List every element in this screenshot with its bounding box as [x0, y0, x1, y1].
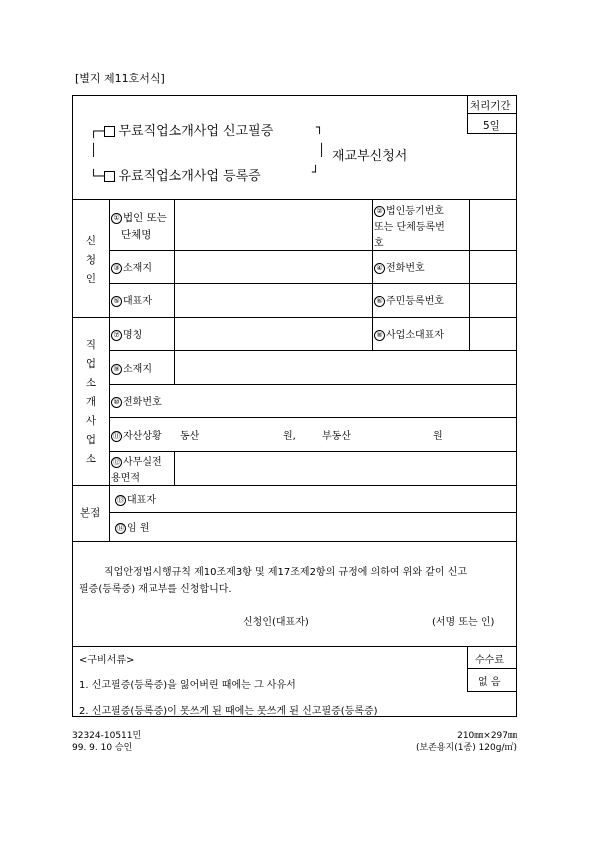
title-option-free: ┌─ 무료직업소개사업 신고필증: [90, 124, 274, 139]
registration-number-label: ② 법인등기번호: [374, 202, 444, 217]
office-name-label: ⑦ 명칭: [111, 326, 142, 341]
office-head-label: ⑧ 사업소대표자: [374, 326, 444, 341]
office-area-label: ⑫ 사무실전: [113, 457, 162, 468]
divider: [467, 133, 517, 134]
required-doc-1: 1. 신고필증(등록증)을 잃어버린 때에는 그 사유서: [79, 680, 296, 691]
checkbox-free[interactable]: [104, 126, 115, 137]
statement-line1: 직업안정법시행규칙 제10조제3항 및 제17조제2항의 규정에 의하여 위와 같이 신고: [104, 567, 468, 578]
title-option-paid: └─ 유료직업소개사업 등록증: [90, 169, 261, 184]
immovable-assets: 부동산: [322, 431, 351, 442]
divider: [72, 541, 517, 542]
office-address-label: ⑨ 소재지: [111, 360, 152, 375]
assets-label: ⑪ 자산상황: [113, 431, 162, 442]
form-code: 32324-10511민: [72, 731, 142, 741]
won-unit: 원,: [283, 431, 296, 442]
divider: [109, 350, 517, 351]
divider: [72, 485, 517, 486]
divider: [109, 417, 517, 418]
divider: [467, 691, 517, 692]
resident-number-label: ⑥ 주민등록번호: [374, 292, 444, 307]
address-label: ③ 소재지: [111, 259, 152, 274]
divider: [174, 317, 175, 384]
applicant-signature-label: 신청인(대표자): [243, 617, 309, 628]
divider: [109, 512, 517, 513]
statement-line2: 필증(등록증) 재교부를 신청합니다.: [79, 584, 232, 595]
office-section-label: 직업소개사업소: [85, 339, 97, 465]
divider: [174, 199, 175, 317]
divider: [72, 199, 517, 200]
processing-period-value: 5일: [483, 120, 500, 132]
registration-number-label-3: 호: [374, 238, 384, 249]
divider: [467, 95, 468, 133]
branch-section-label: 본점: [80, 507, 101, 519]
divider: [469, 199, 470, 350]
won-unit: 원: [433, 431, 443, 442]
approval-date: 99. 9. 10 승인: [72, 743, 133, 753]
divider: [467, 113, 517, 114]
paper-spec: (보존용지(1종) 120g/㎡): [415, 743, 517, 753]
office-phone-label: ⑩ 전화번호: [111, 393, 162, 408]
divider: [372, 199, 373, 350]
divider: [467, 668, 517, 669]
divider: [109, 384, 517, 385]
divider: [109, 199, 110, 541]
divider: [109, 451, 517, 452]
branch-rep-label: ⑬ 대표자: [117, 495, 156, 506]
divider: [72, 646, 517, 647]
divider: [174, 451, 175, 485]
bracket-icon: ┐: [316, 120, 324, 134]
processing-period-label: 처리기간: [470, 100, 511, 112]
applicant-section-label: 신청인: [85, 235, 97, 285]
representative-label: ⑤ 대표자: [111, 292, 152, 307]
fee-value: 없 음: [478, 677, 501, 688]
required-doc-2: 2. 신고필증(등록증)이 못쓰게 된 때에는 못쓰게 된 신고필증(등록증): [79, 706, 378, 717]
registration-number-label-2: 또는 단체등록번: [374, 222, 445, 233]
title-suffix: 재교부신청서: [332, 149, 408, 164]
divider: [109, 250, 517, 251]
divider: [72, 317, 517, 318]
bracket-icon: ┘: [312, 165, 320, 179]
phone-label: ④ 전화번호: [374, 259, 425, 274]
branch-exec-label: ⑭ 임 원: [117, 523, 150, 534]
paper-size: 210㎜×297㎜: [457, 731, 517, 741]
movable-assets: 동산: [180, 431, 200, 442]
sign-or-seal-label: (서명 또는 인): [432, 617, 495, 628]
bracket-icon: │: [90, 143, 98, 157]
fee-label: 수수료: [475, 655, 504, 666]
office-area-label-2: 용면적: [111, 473, 140, 484]
divider: [109, 283, 517, 284]
checkbox-paid[interactable]: [104, 171, 115, 182]
company-name-label: ① 법인 또는: [111, 210, 167, 225]
company-name-label-2: 단체명: [121, 229, 152, 241]
form-label: [별지 제11호서식]: [75, 72, 165, 85]
bracket-icon: │: [318, 143, 326, 157]
required-docs-header: <구비서류>: [79, 655, 135, 666]
